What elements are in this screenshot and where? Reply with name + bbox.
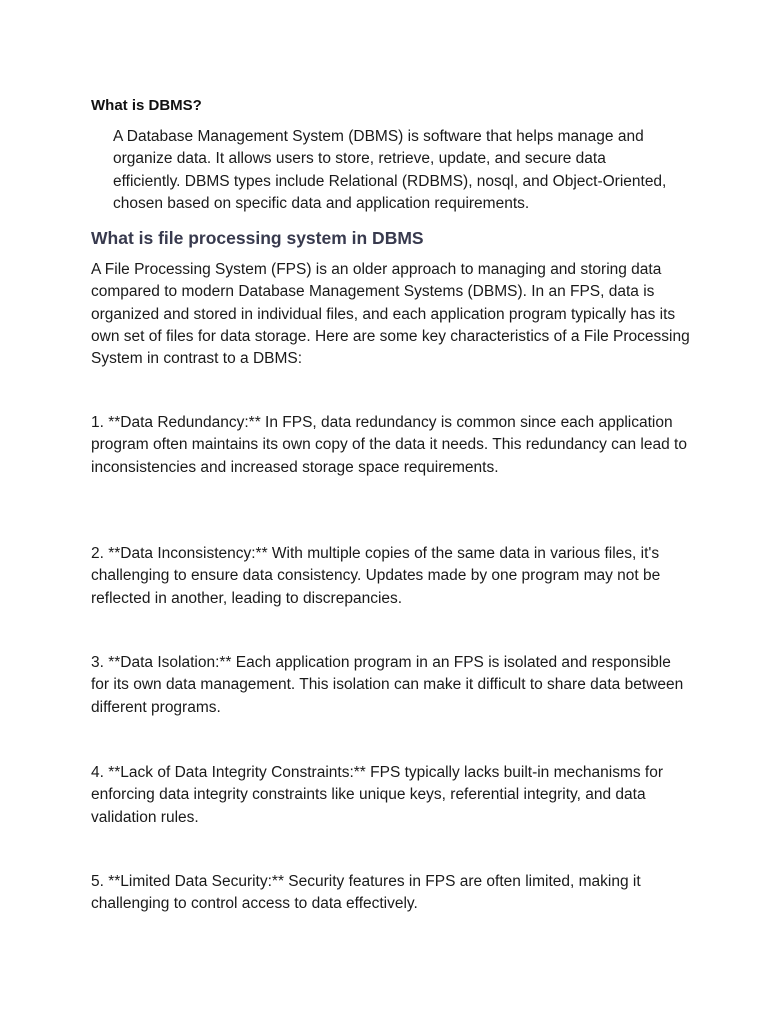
list-item-data-redundancy: 1. **Data Redundancy:** In FPS, data redundancy is common since each application program often maintains its own copy of the data it needs. This redundancy can lead to inconsistencies and increased storage space requirements. xyxy=(91,414,687,476)
list-item-data-isolation: 3. **Data Isolation:** Each application program in an FPS is isolated and responsible for its own data management. This isolation can make it difficult to share data between different programs. xyxy=(91,654,684,716)
list-item-data-integrity: 4. **Lack of Data Integrity Constraints:** FPS typically lacks built-in mechanisms for enforcing data integrity constraints like unique keys, referential integrity, and data validation rules. xyxy=(91,764,664,826)
list-item-data-security: 5. **Limited Data Security:** Security features in FPS are often limited, making it challenging to control access to data effectively. xyxy=(91,873,641,913)
fps-paragraph: A File Processing System (FPS) is an older approach to managing and storing data compared to modern Database Management Systems (DBMS). In an FPS, data is organized and stored in individual files, and each application program typically has its own set of files for data storage. Here are some key characteristics of a File Processing System in contrast to a DBMS: xyxy=(91,261,690,368)
list-item-data-inconsistency: 2. **Data Inconsistency:** With multiple copies of the same data in various files, it's challenging to ensure data consistency. Updates made by one program may not be reflected in another, leading to discrepancies. xyxy=(91,545,661,607)
heading-what-is-dbms: What is DBMS? xyxy=(91,97,202,114)
heading-file-processing-system: What is file processing system in DBMS xyxy=(91,228,424,248)
dbms-intro-paragraph: A Database Management System (DBMS) is software that helps manage and organize data. It allows users to store, retrieve, update, and secure data efficiently. DBMS types include Relational (RDBMS), nosql, and Object-Oriented, chosen based on specific data and application requirements. xyxy=(113,128,667,212)
